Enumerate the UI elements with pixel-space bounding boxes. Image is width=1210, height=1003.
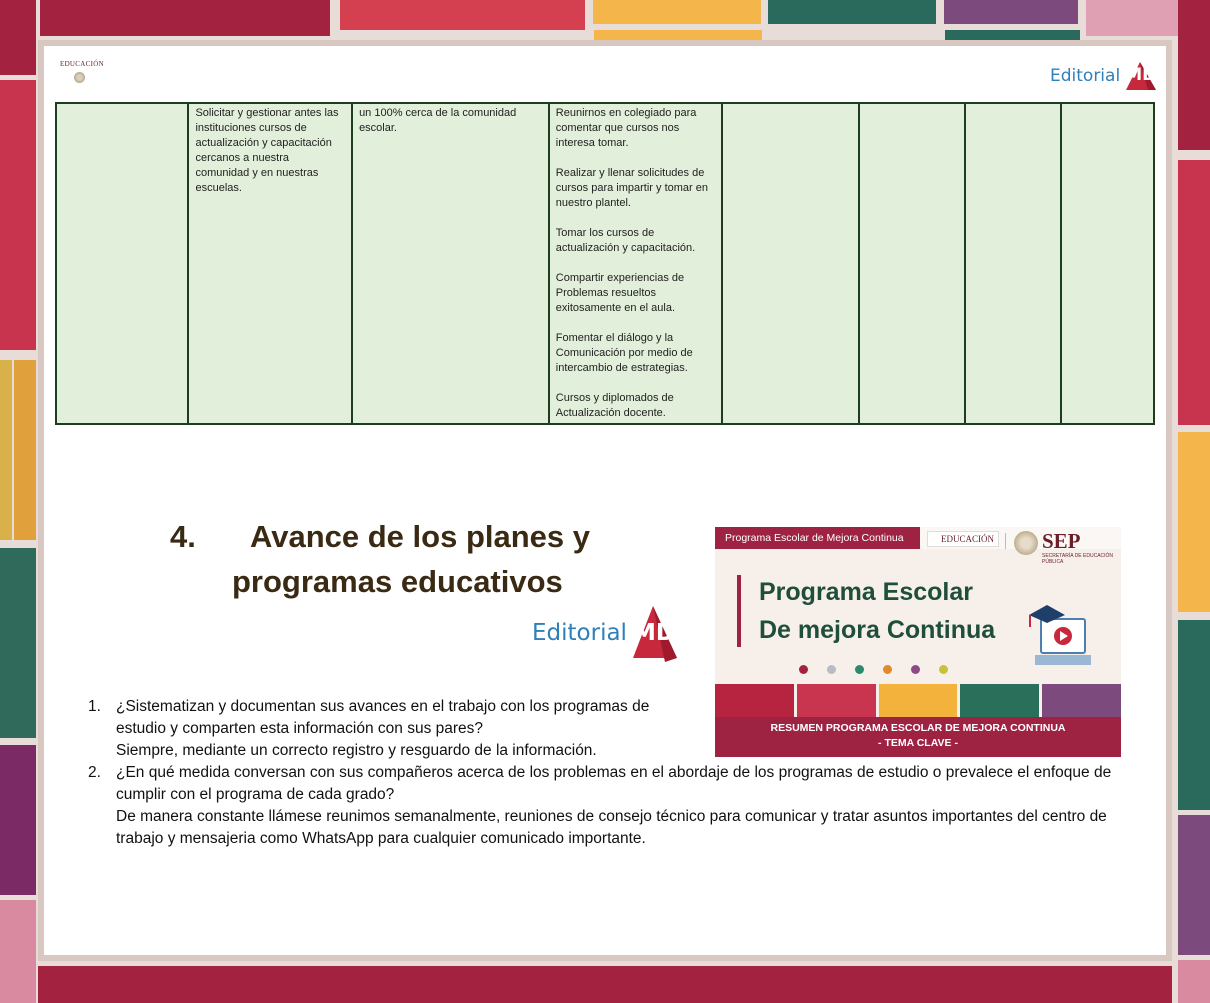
- banner-dot: [799, 665, 808, 674]
- table-cell: [56, 103, 188, 424]
- banner-dot: [855, 665, 864, 674]
- frame-block: [1178, 432, 1210, 612]
- question-number: 2.: [88, 764, 101, 781]
- banner-dots: [799, 665, 948, 674]
- frame-block: [1178, 620, 1210, 810]
- frame-block: [0, 0, 36, 75]
- frame-block: [944, 0, 1078, 24]
- banner-footer-line2: - TEMA CLAVE -: [878, 737, 958, 749]
- banner-title: [759, 573, 995, 649]
- question-text: ¿Sistematizan y documentan sus avances en el trabajo con los programas de estudio y comparten esta información con sus pares?: [116, 698, 650, 737]
- banner-accent-bar: [737, 575, 741, 647]
- section-number: 4.: [170, 519, 196, 554]
- brand-logo-section: [532, 602, 679, 664]
- answer-text: Siempre, mediante un correcto registro y resguardo de la información.: [116, 742, 597, 759]
- question-text: ¿En qué medida conversan con sus compañeros acerca de los problemas en el abordaje de los programas de estudio o prevalece el enfoque de cumplir con el programa de cada grado?: [116, 764, 1112, 803]
- seal-icon: [74, 72, 85, 83]
- frame-block: [945, 30, 1080, 40]
- brand-logo-header: [1050, 60, 1158, 92]
- section-title-line2: programas educativos: [232, 564, 563, 599]
- laptop-graduation-icon: [1027, 597, 1091, 669]
- frame-block: [1178, 815, 1210, 955]
- frame-block: [1178, 160, 1210, 425]
- frame-block: [340, 0, 585, 30]
- banner-dot: [883, 665, 892, 674]
- frame-block: [0, 745, 36, 895]
- table-cell: un 100% cerca de la comunidad escolar.: [352, 103, 549, 424]
- brand-word: Editorial: [532, 620, 627, 646]
- table-cell: [722, 103, 858, 424]
- banner-sep-subtitle: SECRETARÍA DE EDUCACIÓN PÚBLICA: [1042, 553, 1114, 565]
- frame-block: [594, 30, 762, 40]
- banner-footer-line1: RESUMEN PROGRAMA ESCOLAR DE MEJORA CONTINUA: [770, 722, 1066, 734]
- plan-table: [55, 102, 1155, 425]
- frame-block: [0, 548, 36, 738]
- brand-mark-text: MD: [632, 620, 675, 646]
- banner-pill: Programa Escolar de Mejora Continua: [715, 527, 920, 549]
- table-cell: [859, 103, 965, 424]
- list-item: [88, 696, 1118, 762]
- brand-mark-icon: [1122, 60, 1158, 92]
- question-list: [88, 696, 1118, 850]
- table-cell: Solicitar y gestionar antes las instituciones cursos de actualización y capacitación cercanos a nuestra comunidad y en nuestras escuelas.: [188, 103, 352, 424]
- frame-block: [0, 360, 12, 540]
- section-title: [170, 514, 590, 604]
- table-row: [56, 103, 1154, 424]
- banner-sep-logo: SEP: [1042, 529, 1081, 553]
- document-page: [38, 40, 1172, 961]
- banner-dot: [939, 665, 948, 674]
- section-title-line1: Avance de los planes y: [250, 519, 591, 554]
- brand-mark-icon: [629, 602, 679, 664]
- frame-block: [40, 0, 330, 36]
- list-item: [88, 762, 1118, 850]
- table-cell: Reunirnos en colegiado para comentar que cursos nos interesa tomar. Realizar y llenar solicitudes de cursos para impartir y tomar en nuestro plantel. Tomar los cursos de actualización y capacitación. Compartir experiencias de Problemas resueltos exitosamente en el aula. Fomentar el diálogo y la Comunicación por medio de intercambio de estrategias. Cursos y diplomados de Actualización docente.: [549, 103, 723, 424]
- banner-dot: [827, 665, 836, 674]
- frame-block: [14, 360, 36, 540]
- frame-block: [1178, 960, 1210, 1003]
- banner-dot: [911, 665, 920, 674]
- footer-band: [38, 966, 1172, 1003]
- banner-title-line1: Programa Escolar: [759, 578, 973, 606]
- seal-icon: [1014, 531, 1038, 555]
- frame-block: [768, 0, 936, 24]
- banner-divider: [1005, 533, 1006, 549]
- ministry-mini-logo: EDUCACIÓN: [60, 60, 104, 68]
- frame-block: [0, 900, 36, 1003]
- frame-block: [1086, 0, 1178, 36]
- answer-text: De manera constante llámese reunimos semanalmente, reuniones de consejo técnico para comunicar y tratar asuntos importantes del centro de trabajo y mensajeria como WhatsApp para cualquier comunicado importante.: [116, 808, 1107, 847]
- frame-block: [0, 80, 36, 350]
- table-cell: [1061, 103, 1154, 424]
- brand-mark-text: MD: [1125, 65, 1157, 85]
- brand-word: Editorial: [1050, 66, 1121, 86]
- question-number: 1.: [88, 698, 101, 715]
- frame-block: [593, 0, 761, 24]
- banner-title-line2: De mejora Continua: [759, 616, 996, 644]
- banner-edu-logo: EDUCACIÓN: [927, 531, 999, 547]
- table-cell: [965, 103, 1060, 424]
- frame-block: [1178, 0, 1210, 150]
